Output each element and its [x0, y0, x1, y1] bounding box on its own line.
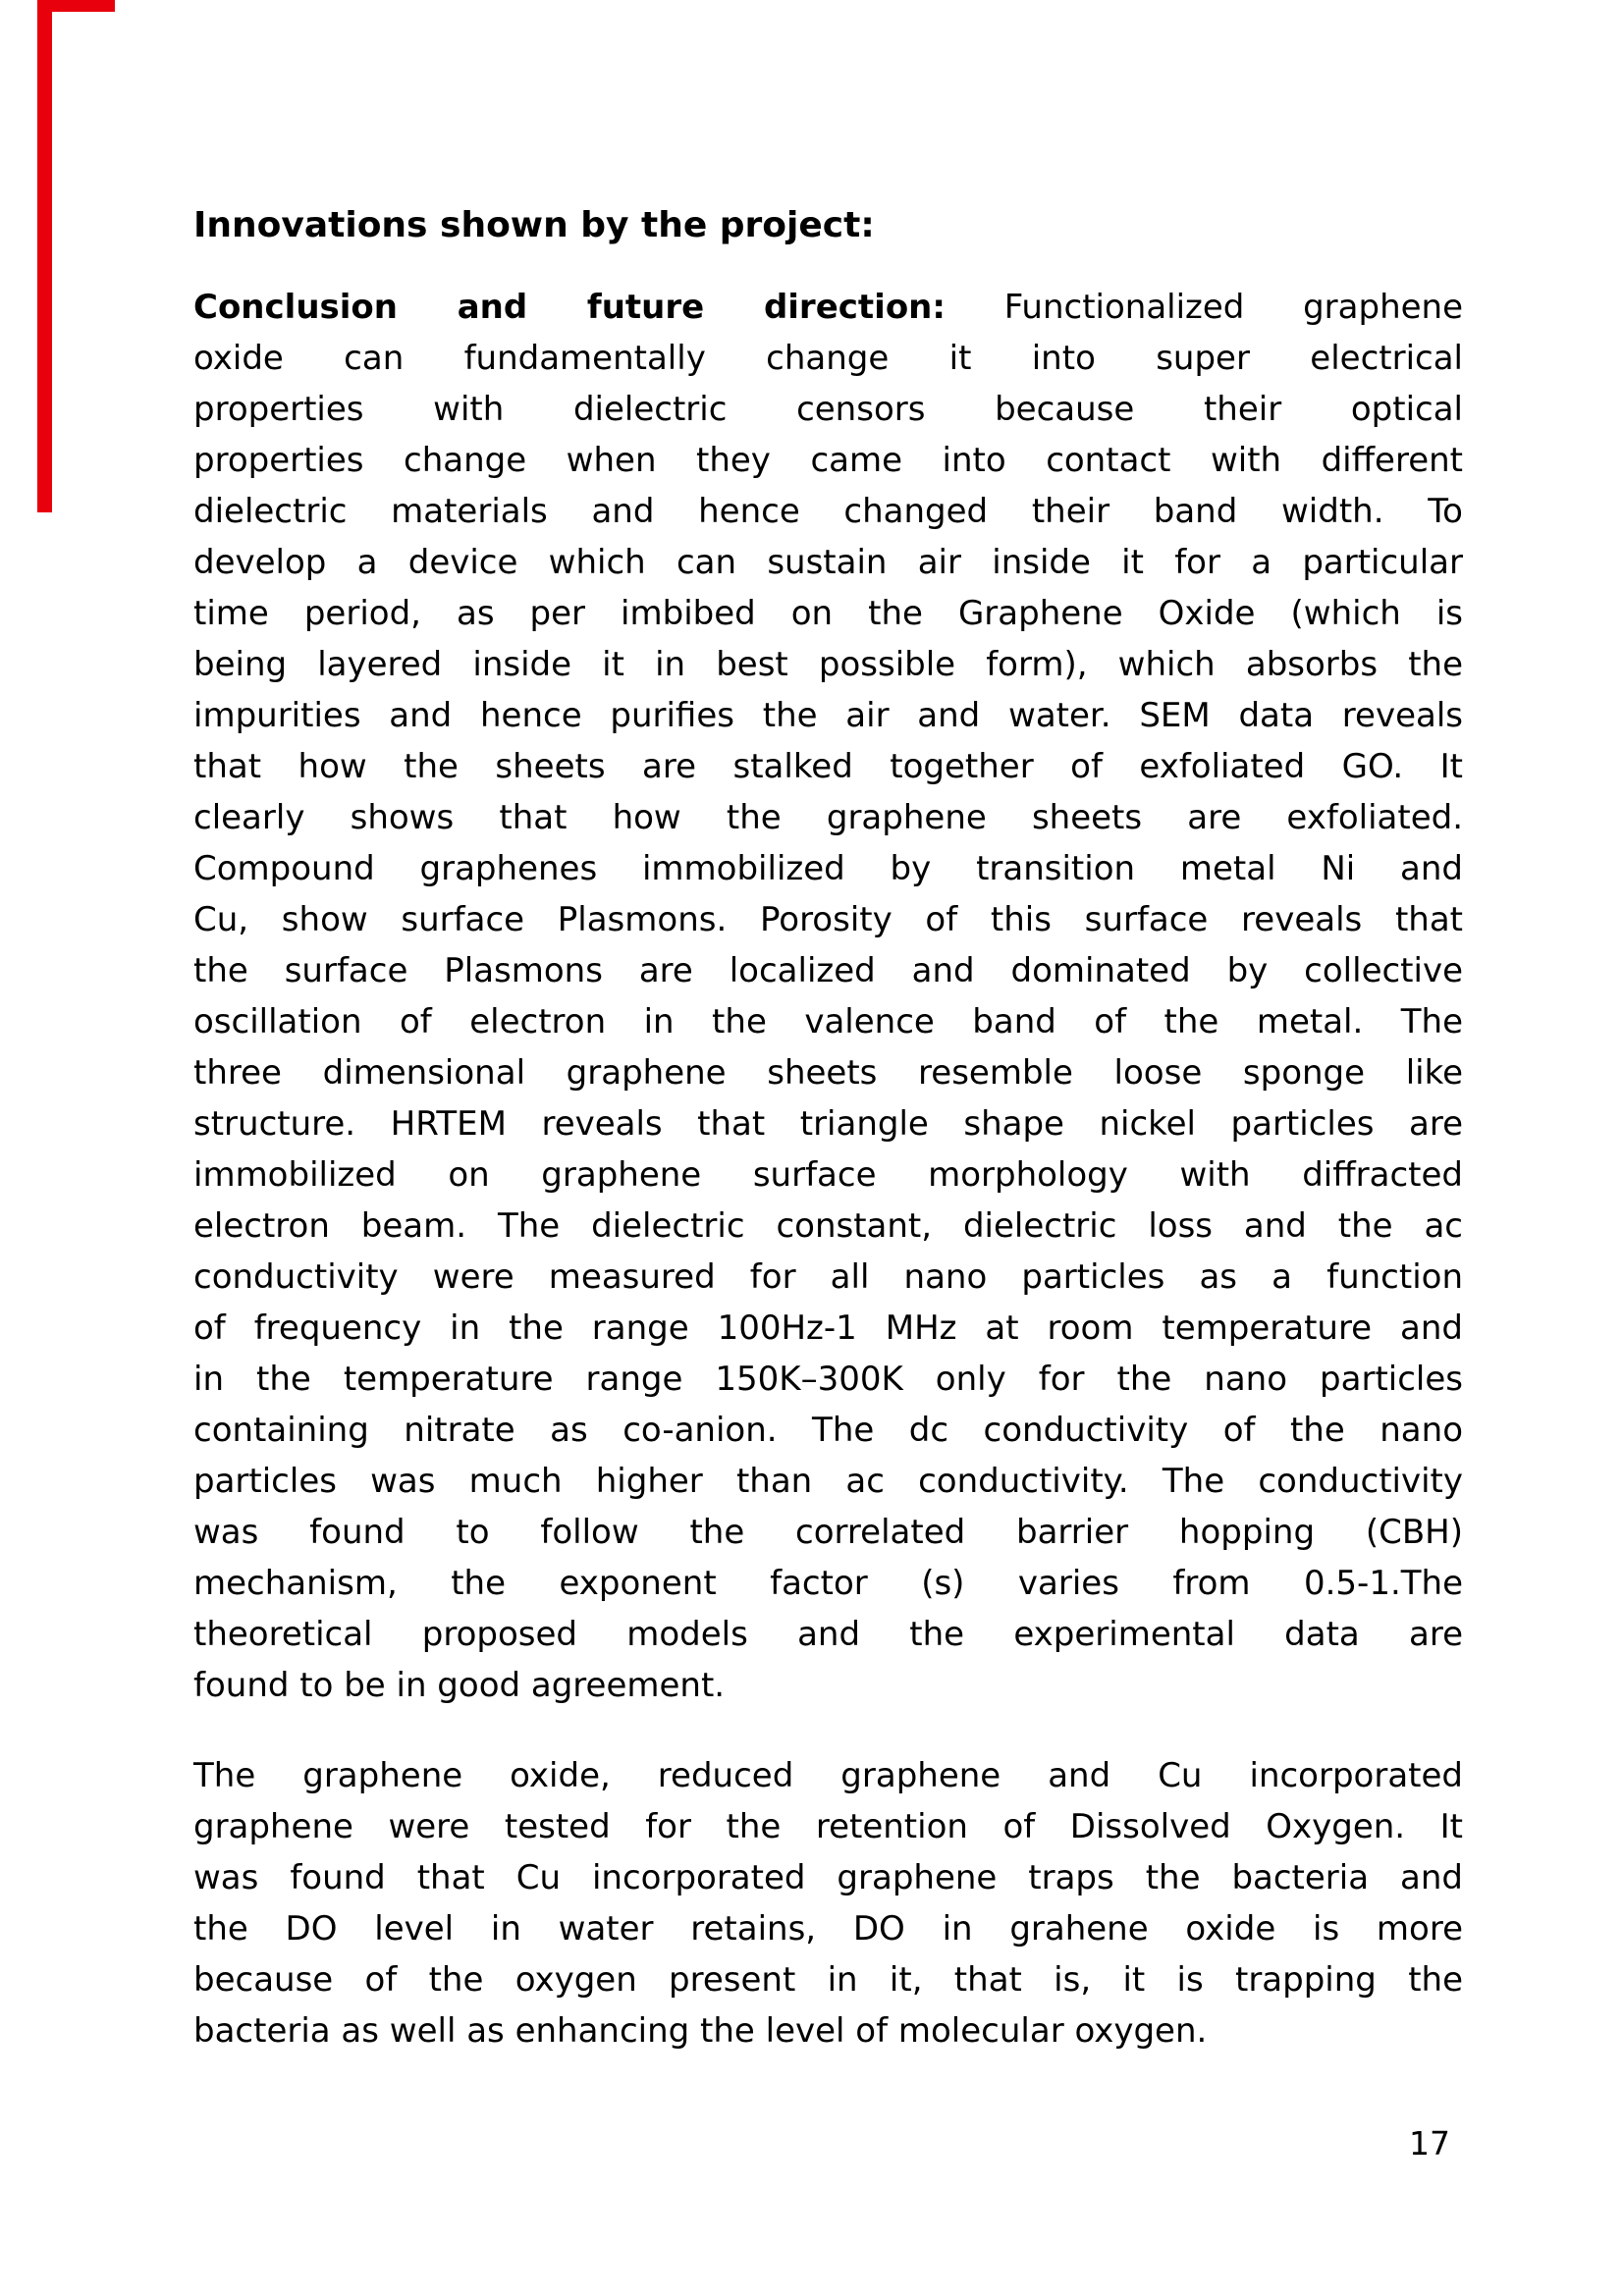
text-line: was found to follow the correlated barrier hopping (CBH): [193, 1513, 1463, 1552]
text-line: develop a device which can sustain air inside it for a particular: [193, 543, 1463, 582]
text-line: found to be in good agreement.: [193, 1666, 726, 1705]
text-line: three dimensional graphene sheets resemble loose sponge like: [193, 1053, 1463, 1093]
text-line: mechanism, the exponent factor (s) varies from 0.5-1.The: [193, 1564, 1463, 1603]
text-line: time period, as per imbibed on the Graphene Oxide (which is: [193, 594, 1463, 633]
paragraph-lead-bold: Conclusion and future direction:: [193, 288, 946, 327]
text-line: because of the oxygen present in it, that is, it is trapping the: [193, 1960, 1463, 2000]
text-line: properties change when they came into contact with different: [193, 441, 1463, 480]
text-line: was found that Cu incorporated graphene traps the bacteria and: [193, 1858, 1463, 1897]
text-line: the surface Plasmons are localized and dominated by collective: [193, 951, 1463, 990]
text-line: particles was much higher than ac conductivity. The conductivity: [193, 1462, 1463, 1501]
text-line: theoretical proposed models and the experimental data are: [193, 1615, 1463, 1654]
paragraph-dissolved-oxygen: [193, 1750, 1463, 2056]
text-line: [193, 282, 1463, 333]
red-margin-mark-horizontal: [37, 0, 115, 12]
text-line: structure. HRTEM reveals that triangle shape nickel particles are: [193, 1104, 1463, 1144]
text-line: bacteria as well as enhancing the level of molecular oxygen.: [193, 2011, 1208, 2051]
text-line: electron beam. The dielectric constant, dielectric loss and the ac: [193, 1206, 1463, 1246]
red-margin-mark-vertical: [37, 0, 52, 512]
text-line: of frequency in the range 100Hz-1 MHz at room temperature and: [193, 1308, 1463, 1348]
text-line: that how the sheets are stalked together of exfoliated GO. It: [193, 747, 1463, 786]
text-line: graphene were tested for the retention of Dissolved Oxygen. It: [193, 1807, 1463, 1846]
text-line: Cu, show surface Plasmons. Porosity of this surface reveals that: [193, 900, 1463, 939]
text-line: oscillation of electron in the valence band of the metal. The: [193, 1002, 1463, 1041]
text-line: containing nitrate as co-anion. The dc conductivity of the nano: [193, 1411, 1463, 1450]
paragraph-lead-rest: Functionalized graphene: [946, 288, 1464, 327]
page-title: Innovations shown by the project:: [193, 205, 875, 245]
text-column: [193, 201, 1463, 2056]
text-line: Compound graphenes immobilized by transition metal Ni and: [193, 849, 1463, 888]
text-line: oxide can fundamentally change it into super electrical: [193, 339, 1463, 378]
paragraph-body: [193, 333, 1463, 1711]
paragraph-conclusion: [193, 282, 1463, 1711]
text-line: impurities and hence purifies the air and water. SEM data reveals: [193, 696, 1463, 735]
text-line: The graphene oxide, reduced graphene and Cu incorporated: [193, 1756, 1463, 1795]
page-number: 17: [1409, 2124, 1450, 2163]
text-line: being layered inside it in best possible form), which absorbs the: [193, 645, 1463, 684]
text-line: properties with dielectric censors because their optical: [193, 390, 1463, 429]
text-line: the DO level in water retains, DO in grahene oxide is more: [193, 1909, 1463, 1949]
text-line: dielectric materials and hence changed their band width. To: [193, 492, 1463, 531]
paragraph-body: [193, 1750, 1463, 2056]
text-line: conductivity were measured for all nano particles as a function: [193, 1257, 1463, 1297]
text-line: in the temperature range 150K–300K only for the nano particles: [193, 1360, 1463, 1399]
text-line: immobilized on graphene surface morphology with diffracted: [193, 1155, 1463, 1195]
text-line: clearly shows that how the graphene sheets are exfoliated.: [193, 798, 1463, 837]
